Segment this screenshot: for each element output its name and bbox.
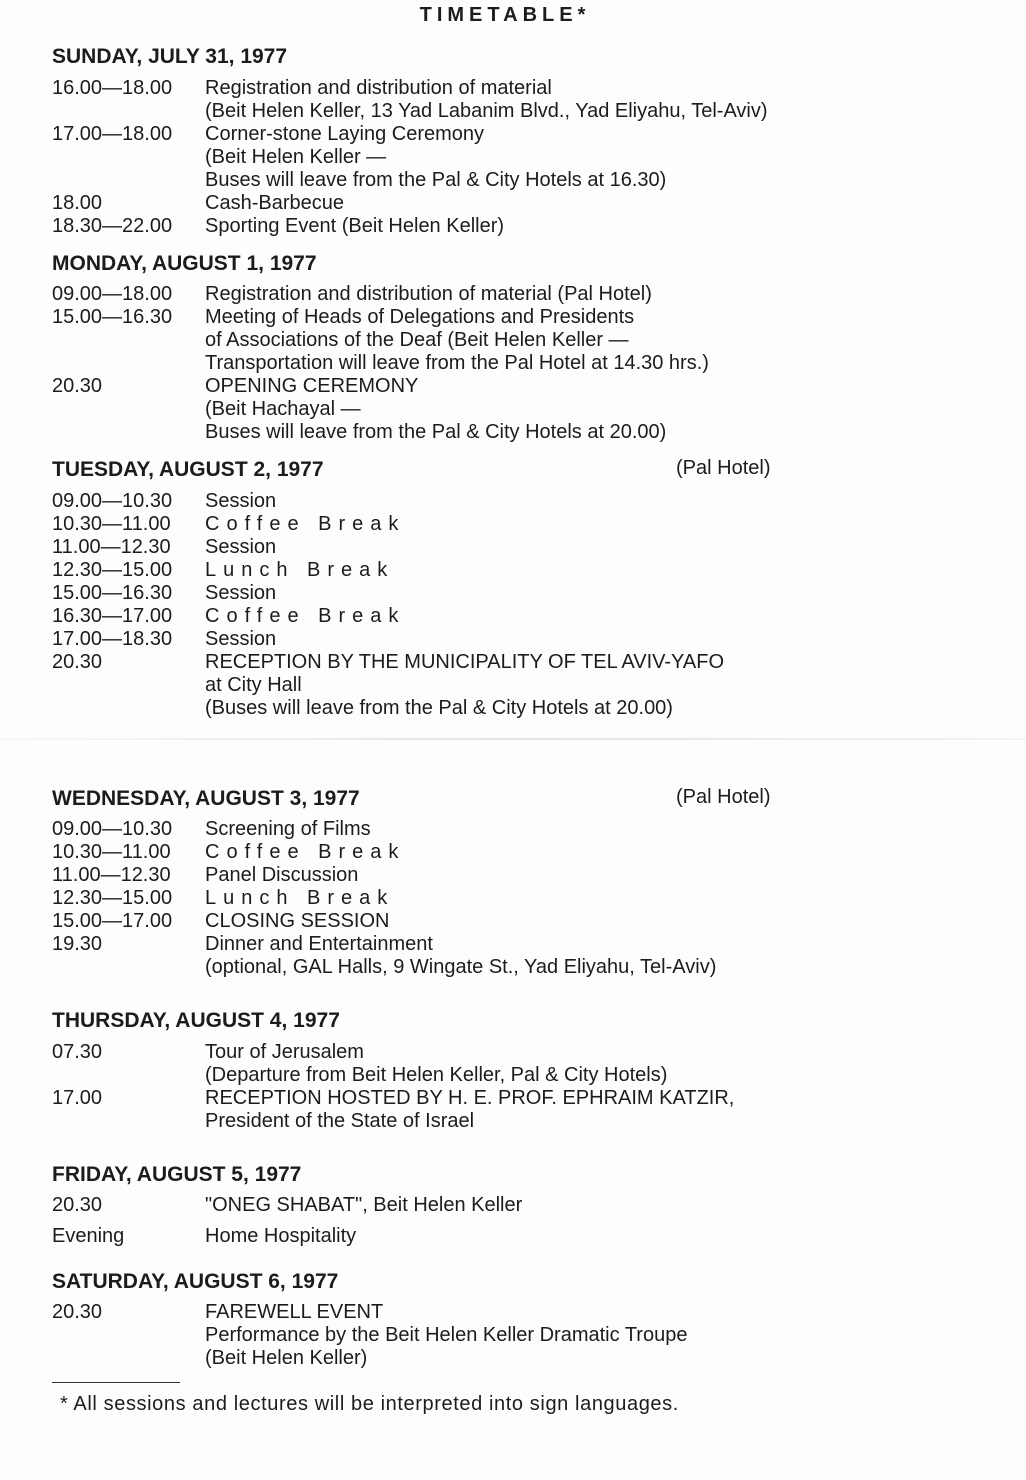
row-time: 18.30—22.00: [52, 215, 173, 237]
schedule-row: [52, 818, 992, 841]
row-description: Coffee Break: [205, 513, 406, 535]
row-time: 20.30: [52, 1194, 103, 1216]
row-time: 10.30—11.00: [52, 513, 171, 535]
row-description: Meeting of Heads of Delegations and Presidents of Associations of the Deaf (Beit Helen Keller — Transportation will leave from the Pal Hotel at 14.30 hrs.): [205, 306, 709, 374]
schedule-row: [52, 628, 992, 651]
footnote-divider: [52, 1382, 180, 1383]
row-time: 20.30: [52, 375, 103, 397]
row-time: 15.00—17.00: [52, 910, 173, 932]
row-description: RECEPTION BY THE MUNICIPALITY OF TEL AVIV-YAFO at City Hall (Buses will leave from the Pal & City Hotels at 20.00): [205, 651, 725, 719]
schedule-row: [52, 651, 992, 720]
row-time: 20.30: [52, 651, 103, 673]
row-description: Screening of Films: [205, 818, 371, 840]
schedule-row: [52, 559, 992, 582]
row-description: Corner-stone Laying Ceremony (Beit Helen Keller — Buses will leave from the Pal & City Hotels at 16.30): [205, 123, 667, 191]
row-description: Sporting Event (Beit Helen Keller): [205, 215, 505, 237]
row-description: Dinner and Entertainment (optional, GAL Halls, 9 Wingate St., Yad Eliyahu, Tel-Aviv): [205, 933, 717, 978]
row-time: 17.00—18.00: [52, 123, 173, 145]
schedule-row: [52, 215, 992, 238]
schedule-row: [52, 933, 992, 979]
row-time: 09.00—10.30: [52, 490, 173, 512]
schedule-row: [52, 864, 992, 887]
row-time: 12.30—15.00: [52, 559, 173, 581]
row-description: Panel Discussion: [205, 864, 359, 886]
day-heading: TUESDAY, AUGUST 2, 1977: [52, 458, 324, 481]
row-time: 15.00—16.30: [52, 582, 173, 604]
row-description: Cash-Barbecue: [205, 192, 344, 214]
row-description: FAREWELL EVENT Performance by the Beit Helen Keller Dramatic Troupe (Beit Helen Keller): [205, 1301, 688, 1369]
day-heading: SATURDAY, AUGUST 6, 1977: [52, 1270, 339, 1293]
day-heading: SUNDAY, JULY 31, 1977: [52, 45, 288, 68]
schedule-row: [52, 375, 992, 444]
row-description: Session: [205, 536, 277, 558]
row-time: 16.00—18.00: [52, 77, 173, 99]
row-description: Coffee Break: [205, 841, 406, 863]
row-time: 16.30—17.00: [52, 605, 173, 627]
day-heading: FRIDAY, AUGUST 5, 1977: [52, 1163, 302, 1186]
day-heading: WEDNESDAY, AUGUST 3, 1977: [52, 787, 360, 810]
row-time: Evening: [52, 1225, 125, 1247]
schedule-row: [52, 841, 992, 864]
schedule-row: [52, 77, 992, 123]
row-time: 11.00—12.30: [52, 864, 171, 886]
schedule-row: [52, 605, 992, 628]
schedule-row: [52, 283, 992, 306]
day-location: (Pal Hotel): [676, 786, 771, 808]
schedule-row: [52, 582, 992, 605]
row-description: Lunch Break: [205, 887, 395, 909]
schedule-row: [52, 192, 992, 215]
footnote: * All sessions and lectures will be interpreted into sign languages.: [60, 1393, 679, 1415]
schedule-row: [52, 910, 992, 933]
row-time: 10.30—11.00: [52, 841, 171, 863]
day-heading: THURSDAY, AUGUST 4, 1977: [52, 1009, 340, 1032]
row-time: 12.30—15.00: [52, 887, 173, 909]
schedule-row: [52, 1225, 992, 1248]
row-time: 09.00—18.00: [52, 283, 173, 305]
row-time: 18.00: [52, 192, 103, 214]
schedule-row: [52, 1301, 992, 1370]
row-description: Home Hospitality: [205, 1225, 357, 1247]
row-description: Tour of Jerusalem (Departure from Beit Helen Keller, Pal & City Hotels): [205, 1041, 668, 1086]
row-description: "ONEG SHABAT", Beit Helen Keller: [205, 1194, 523, 1216]
day-location: (Pal Hotel): [676, 457, 771, 479]
row-description: Registration and distribution of material (Beit Helen Keller, 13 Yad Labanim Blvd., Yad Eliyahu, Tel-Aviv): [205, 77, 768, 122]
row-description: Registration and distribution of material (Pal Hotel): [205, 283, 652, 305]
schedule-row: [52, 1194, 992, 1217]
row-time: 15.00—16.30: [52, 306, 173, 328]
schedule-row: [52, 536, 992, 559]
row-time: 20.30: [52, 1301, 103, 1323]
row-time: 11.00—12.30: [52, 536, 171, 558]
row-time: 17.00: [52, 1087, 103, 1109]
schedule-row: [52, 887, 992, 910]
schedule-row: [52, 123, 992, 192]
schedule-row: [52, 1087, 992, 1133]
schedule-row: [52, 306, 992, 375]
schedule-row: [52, 1041, 992, 1087]
paper-fold-line: [0, 738, 1026, 740]
row-time: 07.30: [52, 1041, 103, 1063]
schedule-row: [52, 513, 992, 536]
row-description: CLOSING SESSION: [205, 910, 390, 932]
page-title: TIMETABLE*: [419, 4, 591, 26]
row-description: OPENING CEREMONY (Beit Hachayal — Buses will leave from the Pal & City Hotels at 20.00): [205, 375, 667, 443]
schedule-row: [52, 490, 992, 513]
day-heading: MONDAY, AUGUST 1, 1977: [52, 252, 317, 275]
row-time: 17.00—18.30: [52, 628, 173, 650]
row-description: Session: [205, 628, 277, 650]
row-description: Session: [205, 582, 277, 604]
row-time: 09.00—10.30: [52, 818, 173, 840]
row-time: 19.30: [52, 933, 103, 955]
row-description: RECEPTION HOSTED BY H. E. PROF. EPHRAIM KATZIR, President of the State of Israel: [205, 1087, 735, 1132]
row-description: Session: [205, 490, 277, 512]
row-description: Lunch Break: [205, 559, 395, 581]
row-description: Coffee Break: [205, 605, 406, 627]
